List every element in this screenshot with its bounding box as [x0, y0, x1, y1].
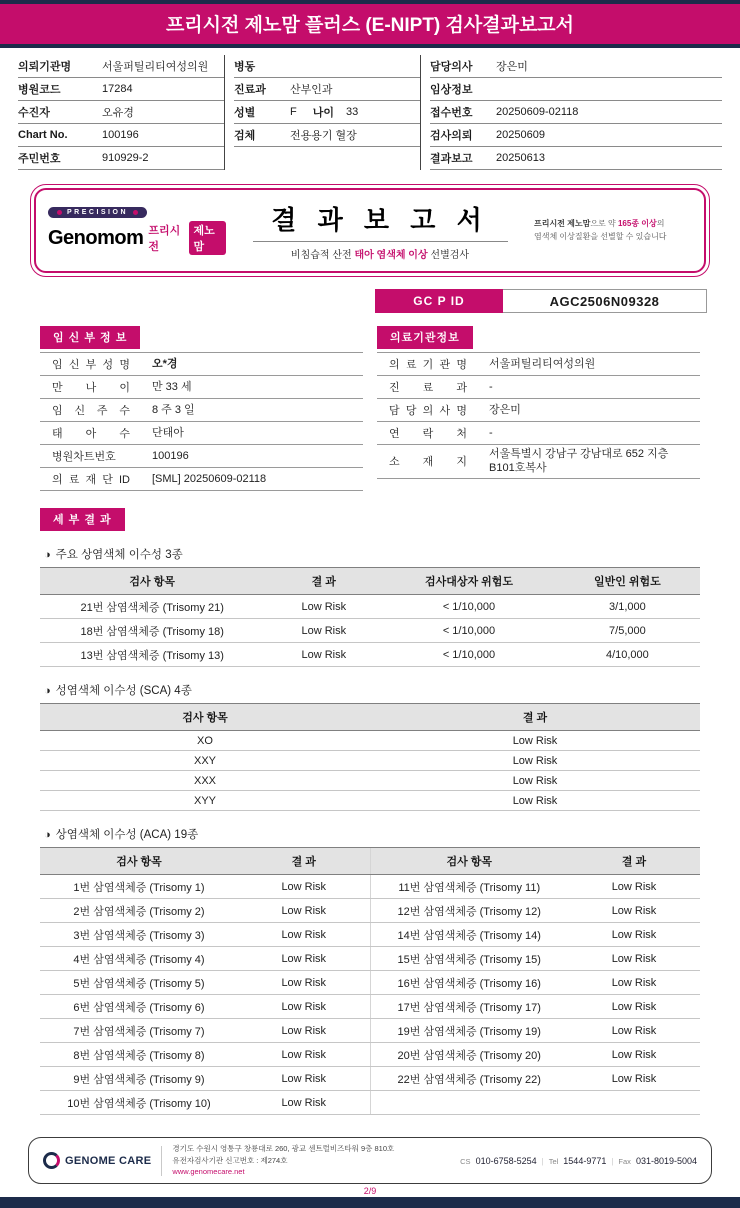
- test-result: Low Risk: [238, 875, 370, 899]
- table-row: [40, 899, 700, 923]
- table-row: [40, 1067, 700, 1091]
- report-subtitle: [226, 246, 534, 261]
- subtitle-highlight: 태아 염색체 이상: [354, 250, 428, 261]
- field-label: 병동: [234, 61, 256, 73]
- precision-badge: [48, 207, 147, 218]
- table-row: [40, 875, 700, 899]
- table-row: [40, 791, 700, 811]
- field-label: 임 신 부 성 명: [52, 359, 130, 371]
- test-result: Low Risk: [568, 1019, 700, 1043]
- maternal-info: [40, 326, 363, 491]
- section-title-major-trisomy: [44, 546, 740, 562]
- info-tables-section: [40, 326, 700, 491]
- test-item: 3번 삼염색체증 (Trisomy 3): [40, 923, 238, 947]
- aca-table: [40, 847, 700, 1115]
- section-bullet-icon: ◑: [44, 829, 51, 841]
- test-item: XXX: [40, 771, 370, 791]
- blurb-tail: 의: [656, 218, 665, 228]
- title-underline: [253, 241, 508, 242]
- test-item: 13번 삼염색체증 (Trisomy 13): [40, 643, 264, 667]
- blurb-highlight: 165종 이상: [617, 218, 657, 228]
- col-header-item: 검사 항목: [370, 848, 568, 875]
- field-label: 주민번호: [18, 153, 61, 165]
- test-item: 1번 삼염색체증 (Trisomy 1): [40, 875, 238, 899]
- test-item: 19번 삼염색체증 (Trisomy 19): [370, 1019, 568, 1043]
- field-value: 장은미: [489, 403, 521, 416]
- test-item: 7번 삼염색체증 (Trisomy 7): [40, 1019, 238, 1043]
- result-report-banner: [30, 184, 710, 277]
- test-item: 22번 삼염색체증 (Trisomy 22): [370, 1067, 568, 1091]
- blurb-mid: 으로 약: [590, 218, 618, 228]
- field-label: 만 나 이: [52, 382, 130, 394]
- badge-dot-icon: [133, 210, 138, 215]
- table-header-row: [40, 704, 700, 731]
- test-result: [568, 1091, 700, 1115]
- field-value: -: [489, 380, 493, 393]
- footer-website-link[interactable]: www.genomecare.net: [172, 1167, 245, 1177]
- genomom-wordmark: [48, 221, 226, 255]
- field-label: 임상정보: [430, 84, 473, 96]
- tel-number: 1544-9771: [563, 1155, 607, 1166]
- field-value: 17284: [102, 83, 133, 95]
- institution-info: [377, 326, 700, 479]
- section-bullet-icon: ◑: [44, 549, 51, 561]
- test-item: 2번 삼염색체증 (Trisomy 2): [40, 899, 238, 923]
- field-label: 담당의사: [430, 61, 473, 73]
- col-header-result: 결 과: [370, 704, 700, 731]
- test-result: Low Risk: [568, 1043, 700, 1067]
- genomom-text: Genomom: [48, 226, 144, 249]
- field-label: 소 재 지: [389, 456, 467, 469]
- test-item: 6번 삼염색체증 (Trisomy 6): [40, 995, 238, 1019]
- table-row: [40, 971, 700, 995]
- test-result: Low Risk: [568, 875, 700, 899]
- field-value: 서울퍼틸리티여성의원: [489, 357, 596, 370]
- info-row: [430, 124, 722, 147]
- info-row: [430, 55, 722, 78]
- field-value: 전용용기 혈장: [290, 130, 357, 142]
- test-result: Low Risk: [568, 1067, 700, 1091]
- field-value: 8 주 3 일: [152, 403, 195, 416]
- test-item: [370, 1091, 568, 1115]
- genomom-kr-chip: 제노맘: [189, 221, 226, 255]
- col-header-result: 결 과: [264, 568, 383, 595]
- info-row: [234, 101, 420, 124]
- table-row: [40, 923, 700, 947]
- cs-number: 010-6758-5254: [475, 1155, 537, 1166]
- major-trisomy-table: [40, 567, 700, 667]
- population-risk: 4/10,000: [555, 643, 700, 667]
- field-value: 단태아: [152, 426, 184, 439]
- test-result: Low Risk: [238, 947, 370, 971]
- field-label: 담 당 의 사 명: [389, 405, 467, 417]
- fax-number: 031-8019-5004: [635, 1155, 697, 1166]
- table-row: [40, 643, 700, 667]
- footer-box: [28, 1137, 712, 1184]
- section-title-text: 성염색체 이수성 (SCA) 4종: [55, 685, 192, 697]
- fax-label: Fax: [618, 1156, 631, 1166]
- field-label: 진료과: [234, 84, 266, 96]
- genomom-logo: [48, 206, 226, 255]
- info-row: [234, 55, 420, 78]
- footer-address: [172, 1143, 394, 1178]
- field-label: 수진자: [18, 107, 50, 119]
- subject-risk: < 1/10,000: [383, 643, 555, 667]
- table-row: [40, 1019, 700, 1043]
- population-risk: 7/5,000: [555, 619, 700, 643]
- test-result: Low Risk: [238, 1091, 370, 1115]
- test-result: Low Risk: [568, 971, 700, 995]
- sca-table: [40, 703, 700, 811]
- table-row: [40, 731, 700, 751]
- precision-kr-text: 프리시전: [148, 225, 181, 253]
- field-label: 태 아 수: [52, 428, 130, 440]
- subtitle-suffix: 선별검사: [427, 250, 470, 261]
- section-title-text: 주요 상염색체 이수성 3종: [55, 549, 183, 561]
- table-row: [40, 1043, 700, 1067]
- patient-info-col-1: [18, 55, 224, 170]
- info-row: [40, 445, 363, 468]
- report-blurb: [534, 218, 692, 244]
- info-row: [18, 55, 224, 78]
- section-title-aca: [44, 826, 740, 842]
- gcpid-value: AGC2506N09328: [503, 289, 707, 313]
- info-row: [18, 78, 224, 101]
- field-value: 오*경: [152, 357, 178, 370]
- test-result: Low Risk: [370, 751, 700, 771]
- contact-separator: |: [611, 1156, 614, 1166]
- test-result: Low Risk: [568, 947, 700, 971]
- genomecare-logo-icon: [43, 1152, 60, 1169]
- test-result: Low Risk: [370, 791, 700, 811]
- test-item: 8번 삼염색체증 (Trisomy 8): [40, 1043, 238, 1067]
- test-item: 21번 삼염색체증 (Trisomy 21): [40, 595, 264, 619]
- field-label: 결과보고: [430, 153, 473, 165]
- col-header-item: 검사 항목: [40, 568, 264, 595]
- result-report-banner-inner: [34, 188, 706, 273]
- test-result: Low Risk: [238, 1067, 370, 1091]
- title-divider-bar: [0, 44, 740, 48]
- test-item: XO: [40, 731, 370, 751]
- info-row: [430, 101, 722, 124]
- test-result: Low Risk: [264, 619, 383, 643]
- gcpid-label: GC P ID: [375, 289, 503, 313]
- info-row: [430, 147, 722, 170]
- report-title: 결 과 보 고 서: [271, 205, 489, 235]
- test-item: XXY: [40, 751, 370, 771]
- badge-dot-icon: [57, 210, 62, 215]
- field-label: 검체: [234, 130, 256, 142]
- col-header-item: 검사 항목: [40, 704, 370, 731]
- col-header-result: 결 과: [568, 848, 700, 875]
- test-item: 5번 삼염색체증 (Trisomy 5): [40, 971, 238, 995]
- section-title-text: 상염색체 이수성 (ACA) 19종: [55, 829, 199, 841]
- field-label: 나이: [312, 107, 334, 119]
- info-row: [18, 147, 224, 170]
- test-item: 18번 삼염색체증 (Trisomy 18): [40, 619, 264, 643]
- field-label: 임 신 주 수: [52, 405, 130, 417]
- field-value: 100196: [152, 449, 189, 462]
- subject-risk: < 1/10,000: [383, 619, 555, 643]
- institution-info-header: 의료기관정보: [377, 326, 473, 349]
- field-label: 검사의뢰: [430, 130, 473, 142]
- table-header-row: [40, 848, 700, 875]
- bottom-border-bar: [0, 1197, 740, 1208]
- field-value: 20250609: [496, 129, 545, 141]
- test-result: Low Risk: [568, 923, 700, 947]
- blurb-brand: 프리시전 제노맘: [534, 218, 591, 228]
- field-label: 접수번호: [430, 107, 473, 119]
- test-result: Low Risk: [238, 1043, 370, 1067]
- blurb-line2: 염색체 이상질환을 선별할 수 있습니다: [534, 231, 667, 241]
- field-label: 연 락 처: [389, 428, 467, 440]
- precision-label: PRECISION: [67, 209, 129, 216]
- test-item: 15번 삼염색체증 (Trisomy 15): [370, 947, 568, 971]
- test-item: 12번 삼염색체증 (Trisomy 12): [370, 899, 568, 923]
- maternal-info-header: 임 신 부 정 보: [40, 326, 140, 349]
- table-row: [40, 771, 700, 791]
- gcpid-field: [375, 289, 707, 313]
- test-item: 11번 삼염색체증 (Trisomy 11): [370, 875, 568, 899]
- detail-results-chip: 세 부 결 과: [40, 508, 125, 531]
- test-item: 17번 삼염색체증 (Trisomy 17): [370, 995, 568, 1019]
- field-label: 성별: [234, 107, 256, 119]
- field-value: 만 33 세: [152, 380, 192, 393]
- table-row: [40, 947, 700, 971]
- test-result: Low Risk: [370, 731, 700, 751]
- footer-address-line2: 유전자검사기관 신고번호 : 제274호: [172, 1155, 288, 1165]
- patient-info-col-2: [224, 55, 420, 170]
- table-row: [40, 995, 700, 1019]
- maternal-info-table: [40, 352, 363, 491]
- info-row: [234, 78, 420, 101]
- info-row: [40, 468, 363, 491]
- col-header-subject-risk: 검사대상자 위험도: [383, 568, 555, 595]
- field-label: 병원코드: [18, 84, 61, 96]
- field-value: 오유경: [102, 107, 134, 119]
- cs-label: CS: [460, 1156, 471, 1166]
- test-item: 16번 삼염색체증 (Trisomy 16): [370, 971, 568, 995]
- field-label: Chart No.: [18, 129, 68, 141]
- test-item: 20번 삼염색체증 (Trisomy 20): [370, 1043, 568, 1067]
- section-bullet-icon: ◑: [44, 685, 51, 697]
- table-row: [40, 751, 700, 771]
- test-result: Low Risk: [568, 899, 700, 923]
- info-row: [18, 101, 224, 124]
- test-result: Low Risk: [238, 995, 370, 1019]
- col-header-population-risk: 일반인 위험도: [555, 568, 700, 595]
- test-item: XYY: [40, 791, 370, 811]
- table-row: [40, 1091, 700, 1115]
- field-label: 진 료 과: [389, 382, 467, 394]
- patient-info-section: [18, 55, 722, 170]
- document-title-bar: [0, 4, 740, 44]
- info-row: [377, 422, 700, 445]
- genomecare-logo-text: GENOME CARE: [65, 1154, 152, 1167]
- test-item: 10번 삼염색체증 (Trisomy 10): [40, 1091, 238, 1115]
- section-title-sca: [44, 682, 740, 698]
- field-value: 장은미: [496, 61, 528, 73]
- table-row: [40, 595, 700, 619]
- field-value: 20250609-02118: [496, 106, 579, 118]
- test-result: Low Risk: [264, 643, 383, 667]
- field-value: 20250613: [496, 152, 545, 164]
- patient-info-col-3: [420, 55, 722, 170]
- field-value: 100196: [102, 129, 139, 141]
- footer-address-line1: 경기도 수원시 영통구 창룡대로 260, 광교 센트럴비즈타워 9층 810호: [172, 1144, 395, 1154]
- subject-risk: < 1/10,000: [383, 595, 555, 619]
- test-result: Low Risk: [264, 595, 383, 619]
- field-label: 병원차트번호: [52, 451, 116, 463]
- institution-info-table: [377, 352, 700, 479]
- tel-label: Tel: [548, 1156, 559, 1166]
- field-value: F: [290, 106, 297, 118]
- test-item: 14번 삼염색체증 (Trisomy 14): [370, 923, 568, 947]
- test-result: Low Risk: [238, 923, 370, 947]
- info-row: [377, 399, 700, 422]
- subtitle-prefix: 비침습적 산전: [290, 250, 355, 261]
- field-value: 서울퍼틸리티여성의원: [102, 61, 209, 73]
- info-row: [40, 399, 363, 422]
- info-row: [430, 78, 722, 101]
- field-label: 의뢰기관명: [18, 61, 72, 73]
- col-header-item: 검사 항목: [40, 848, 238, 875]
- field-label: 의 료 기 관 명: [389, 359, 467, 371]
- info-row: [40, 422, 363, 445]
- footer-contacts: [460, 1156, 697, 1166]
- report-title-block: [226, 200, 534, 261]
- info-row: [377, 353, 700, 376]
- population-risk: 3/1,000: [555, 595, 700, 619]
- test-result: Low Risk: [568, 995, 700, 1019]
- info-row: [18, 124, 224, 147]
- table-header-row: [40, 568, 700, 595]
- field-label: 의 료 재 단 ID: [52, 474, 130, 486]
- field-value: 산부인과: [290, 84, 333, 96]
- page-number: 2/9: [363, 1186, 377, 1196]
- field-value: 33: [346, 106, 359, 118]
- field-value: -: [489, 426, 493, 439]
- contact-separator: |: [541, 1156, 544, 1166]
- field-value: 서울특별시 강남구 강남대로 652 지층 B101호복사: [489, 448, 669, 475]
- info-row: [377, 376, 700, 399]
- info-row: [40, 353, 363, 376]
- test-result: Low Risk: [238, 899, 370, 923]
- info-row: [234, 124, 420, 147]
- info-row: [377, 445, 700, 479]
- document-title: 프리시전 제노맘 플러스 (E-NIPT) 검사결과보고서: [165, 15, 575, 36]
- test-item: 9번 삼염색체증 (Trisomy 9): [40, 1067, 238, 1091]
- table-row: [40, 619, 700, 643]
- test-result: Low Risk: [370, 771, 700, 791]
- test-result: Low Risk: [238, 971, 370, 995]
- field-value: 910929-2: [102, 152, 149, 164]
- info-row: [40, 376, 363, 399]
- test-result: Low Risk: [238, 1019, 370, 1043]
- footer-divider: [161, 1146, 162, 1176]
- detail-results-section-header: [40, 508, 740, 531]
- col-header-result: 결 과: [238, 848, 370, 875]
- field-value: [SML] 20250609-02118: [152, 472, 267, 485]
- test-item: 4번 삼염색체증 (Trisomy 4): [40, 947, 238, 971]
